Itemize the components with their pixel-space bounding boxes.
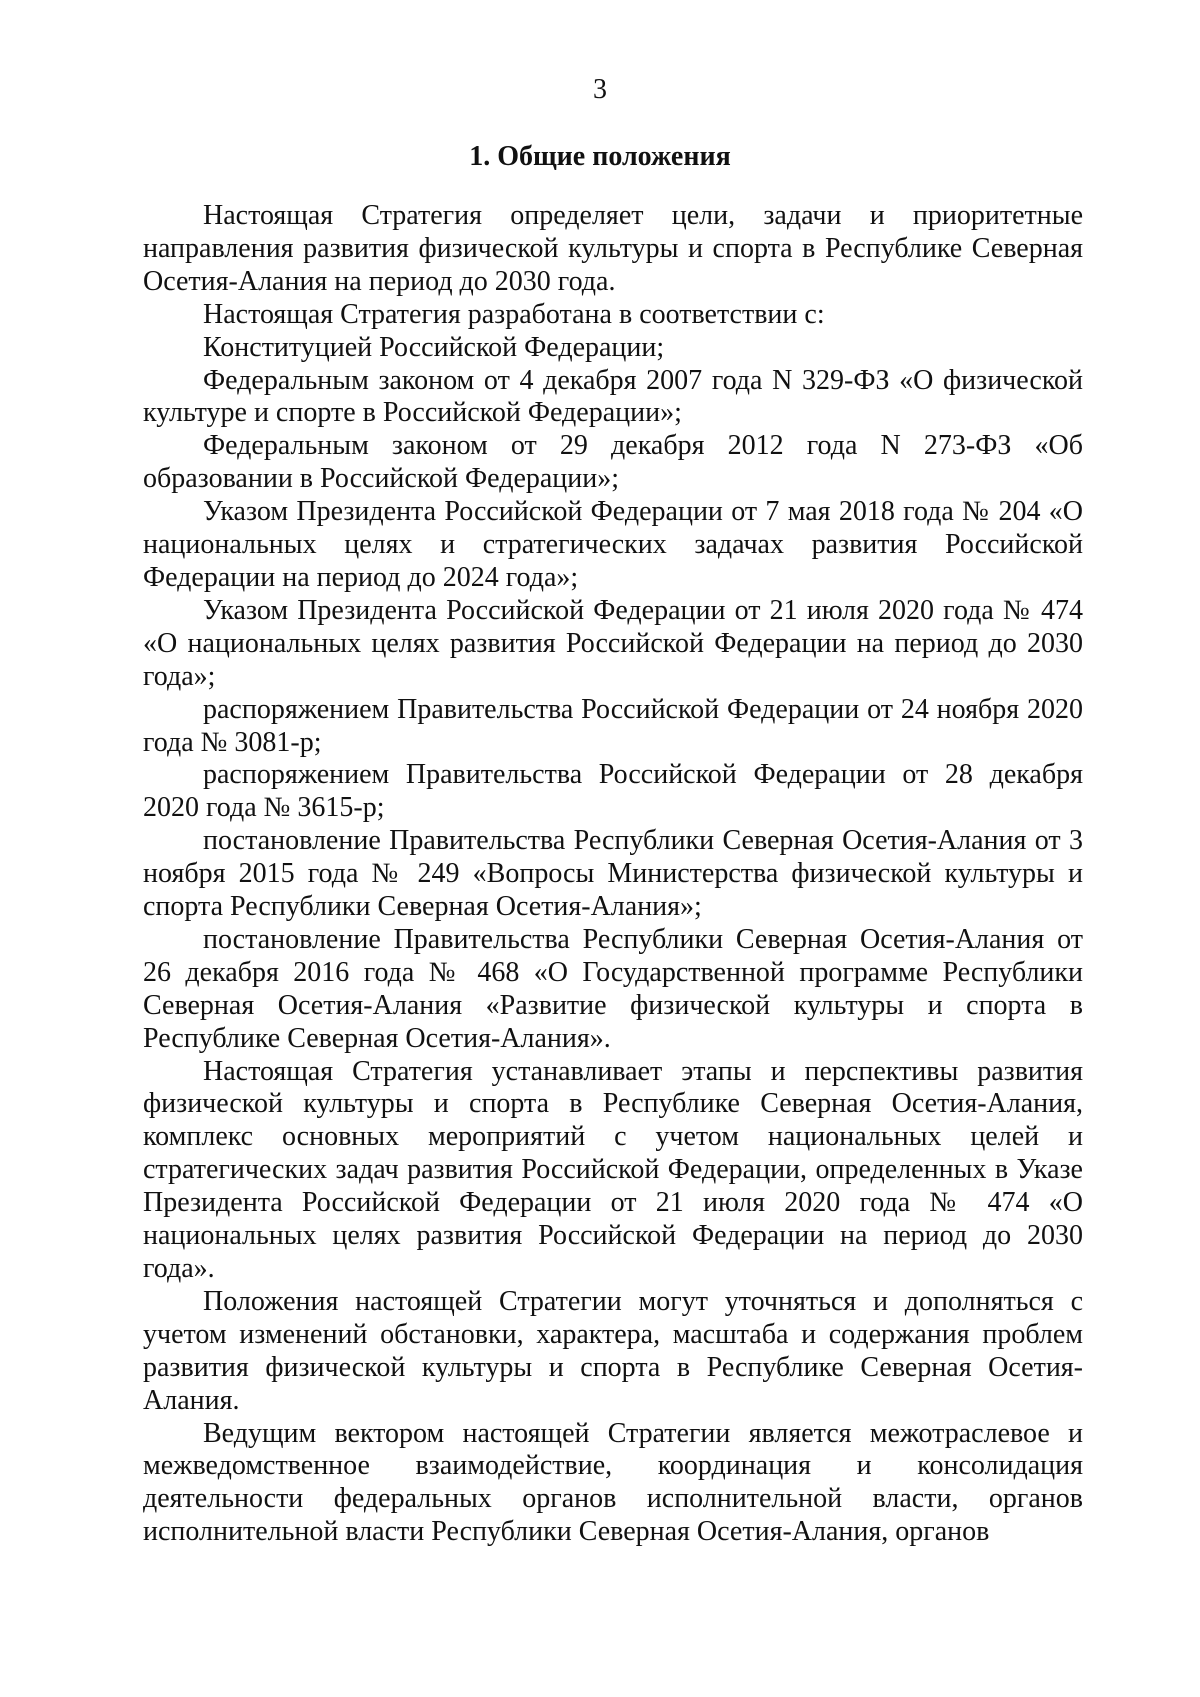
- paragraph: Положения настоящей Стратегии могут уточняться и дополняться с учетом изменений обстановки, характера, масштаба и содержания проблем развития физической культуры и спорта в Республике Северная Осетия-Алания.: [143, 1285, 1083, 1416]
- page-number: 3: [593, 74, 607, 105]
- paragraph: Федеральным законом от 29 декабря 2012 года N 273-ФЗ «Об образовании в Российской Федерации»;: [143, 430, 1083, 495]
- paragraph: Ведущим вектором настоящей Стратегии является межотраслевое и межведомственное взаимодействие, координация и консолидация деятельности федеральных органов исполнительной власти, органов исполнительной власти Республики Северная Осетия-Алания, органов: [143, 1417, 1083, 1548]
- paragraph: постановление Правительства Республики Северная Осетия-Алания от 3 ноября 2015 года № 249 «Вопросы Министерства физической культуры и спорта Республики Северная Осетия-Алания»;: [143, 825, 1083, 923]
- paragraph: Конституцией Российской Федерации;: [203, 331, 665, 363]
- paragraph: Указом Президента Российской Федерации от 21 июля 2020 года № 474 «О национальных целях развития Российской Федерации на период до 2030 года»;: [143, 594, 1083, 692]
- paragraph: распоряжением Правительства Российской Федерации от 28 декабря 2020 года № 3615-р;: [143, 759, 1083, 824]
- paragraph: Настоящая Стратегия определяет цели, задачи и приоритетные направления развития физической культуры и спорта в Республике Северная Осетия-Алания на период до 2030 года.: [143, 200, 1083, 297]
- paragraph: Настоящая Стратегия разработана в соответствии с:: [203, 298, 825, 330]
- document-body: [143, 200, 1083, 1549]
- paragraph: Указом Президента Российской Федерации от 7 мая 2018 года № 204 «О национальных целях и стратегических задачах развития Российской Федерации на период до 2024 года»;: [143, 496, 1083, 593]
- paragraph: Федеральным законом от 4 декабря 2007 года N 329-ФЗ «О физической культуре и спорте в Российской Федерации»;: [143, 364, 1083, 429]
- section-heading: 1. Общие положения: [469, 141, 731, 172]
- paragraph: постановление Правительства Республики Северная Осетия-Алания от 26 декабря 2016 года № 468 «О Государственной программе Республики Северная Осетия-Алания «Развитие физической культуры и спорта в Республике Северная Осетия-Алания».: [143, 923, 1083, 1054]
- paragraph: Настоящая Стратегия устанавливает этапы и перспективы развития физической культуры и спорта в Республике Северная Осетия-Алания, комплекс основных мероприятий с учетом национальных целей и стратегических задач развития Российской Федерации, определенных в Указе Президента Российской Федерации от 21 июля 2020 года № 474 «О национальных целях развития Российской Федерации на период до 2030 года».: [143, 1055, 1083, 1284]
- paragraph: распоряжением Правительства Российской Федерации от 24 ноября 2020 года № 3081-р;: [143, 693, 1083, 758]
